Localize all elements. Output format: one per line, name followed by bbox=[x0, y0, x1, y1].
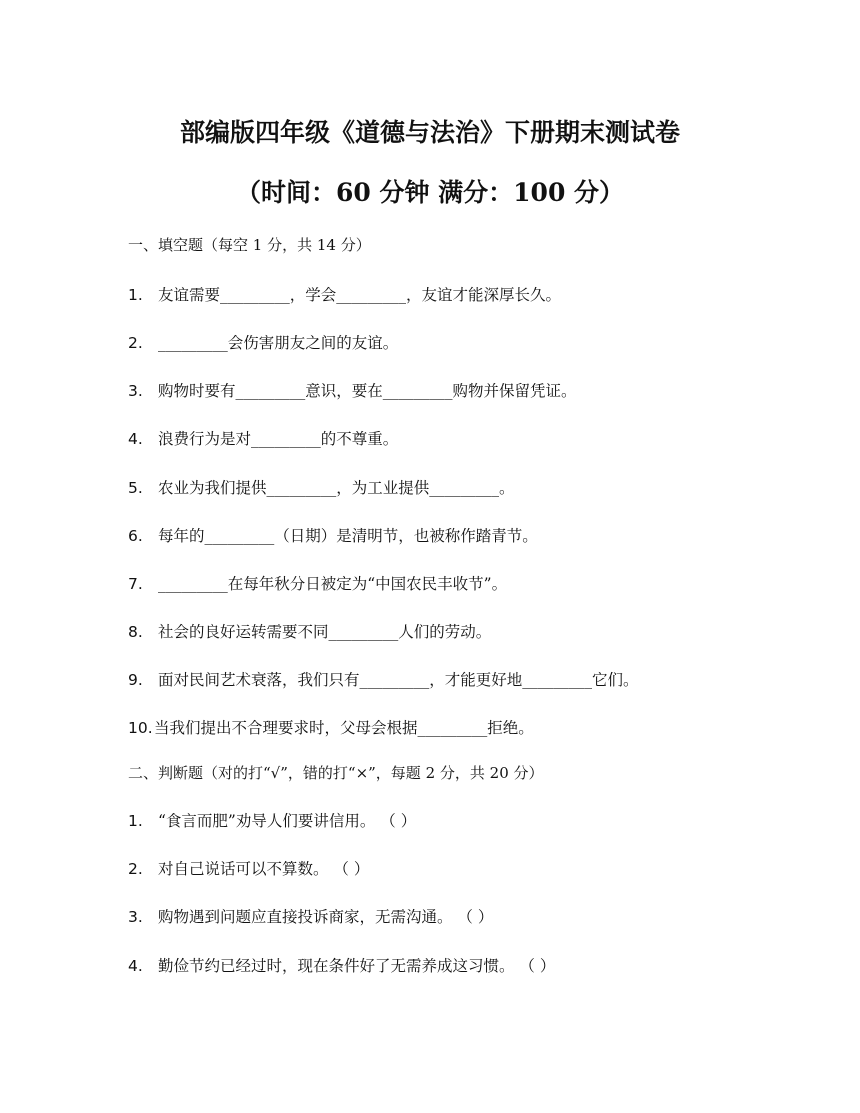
question-number: 3. bbox=[128, 908, 143, 926]
section-heading-fill-blank: 一、填空题（每空 1 分，共 14 分） bbox=[128, 236, 371, 254]
fill-blank-question bbox=[128, 572, 507, 594]
exam-info: （时间：60 分钟 满分：100 分） bbox=[235, 178, 625, 207]
question-number: 4. bbox=[128, 430, 143, 448]
question-number: 2. bbox=[128, 334, 143, 352]
question-number: 9. bbox=[128, 671, 143, 689]
fill-blank-question bbox=[128, 427, 398, 449]
page-title: 部编版四年级《道德与法治》下册期末测试卷 bbox=[179, 118, 680, 147]
true-false-question bbox=[128, 857, 369, 879]
fill-blank-question bbox=[128, 283, 561, 305]
question-number: 10. bbox=[128, 719, 153, 737]
question-text: 社会的良好运转需要不同_________人们的劳动。 bbox=[158, 623, 492, 641]
question-text: 浪费行为是对_________的不尊重。 bbox=[158, 430, 399, 448]
question-text: 农业为我们提供_________，为工业提供_________。 bbox=[158, 479, 515, 497]
question-number: 1. bbox=[128, 286, 143, 304]
question-text: _________在每年秋分日被定为“中国农民丰收节”。 bbox=[158, 575, 508, 593]
fill-blank-question bbox=[128, 379, 577, 401]
question-text: 友谊需要_________，学会_________，友谊才能深厚长久。 bbox=[158, 286, 562, 304]
question-text: 勤俭节约已经过时，现在条件好了无需养成这习惯。 （ ） bbox=[158, 957, 556, 975]
fill-blank-question bbox=[128, 476, 515, 498]
section-heading-true-false: 二、判断题（对的打“√”，错的打“×”，每题 2 分，共 20 分） bbox=[128, 764, 544, 782]
question-number: 4. bbox=[128, 957, 143, 975]
question-text: 购物遇到问题应直接投诉商家，无需沟通。 （ ） bbox=[158, 908, 494, 926]
question-text: 面对民间艺术衰落，我们只有_________，才能更好地_________它们。 bbox=[158, 671, 639, 689]
question-text: 购物时要有_________意识，要在_________购物并保留凭证。 bbox=[158, 382, 577, 400]
question-number: 1. bbox=[128, 812, 143, 830]
question-text: 每年的_________（日期）是清明节，也被称作踏青节。 bbox=[158, 527, 538, 545]
question-number: 6. bbox=[128, 527, 143, 545]
question-number: 5. bbox=[128, 479, 143, 497]
question-text: 对自己说话可以不算数。 （ ） bbox=[158, 860, 370, 878]
fill-blank-question bbox=[128, 331, 398, 353]
question-text: _________会伤害朋友之间的友谊。 bbox=[158, 334, 399, 352]
fill-blank-question bbox=[128, 620, 491, 642]
question-number: 2. bbox=[128, 860, 143, 878]
question-number: 3. bbox=[128, 382, 143, 400]
true-false-question bbox=[128, 905, 493, 927]
question-text: 当我们提出不合理要求时，父母会根据_________拒绝。 bbox=[154, 719, 534, 737]
fill-blank-question bbox=[128, 716, 534, 738]
true-false-question bbox=[128, 954, 555, 976]
question-number: 8. bbox=[128, 623, 143, 641]
question-text: “食言而肥”劝导人们要讲信用。 （ ） bbox=[158, 812, 417, 830]
true-false-question bbox=[128, 809, 416, 831]
fill-blank-question bbox=[128, 524, 538, 546]
fill-blank-question bbox=[128, 668, 639, 690]
question-number: 7. bbox=[128, 575, 143, 593]
